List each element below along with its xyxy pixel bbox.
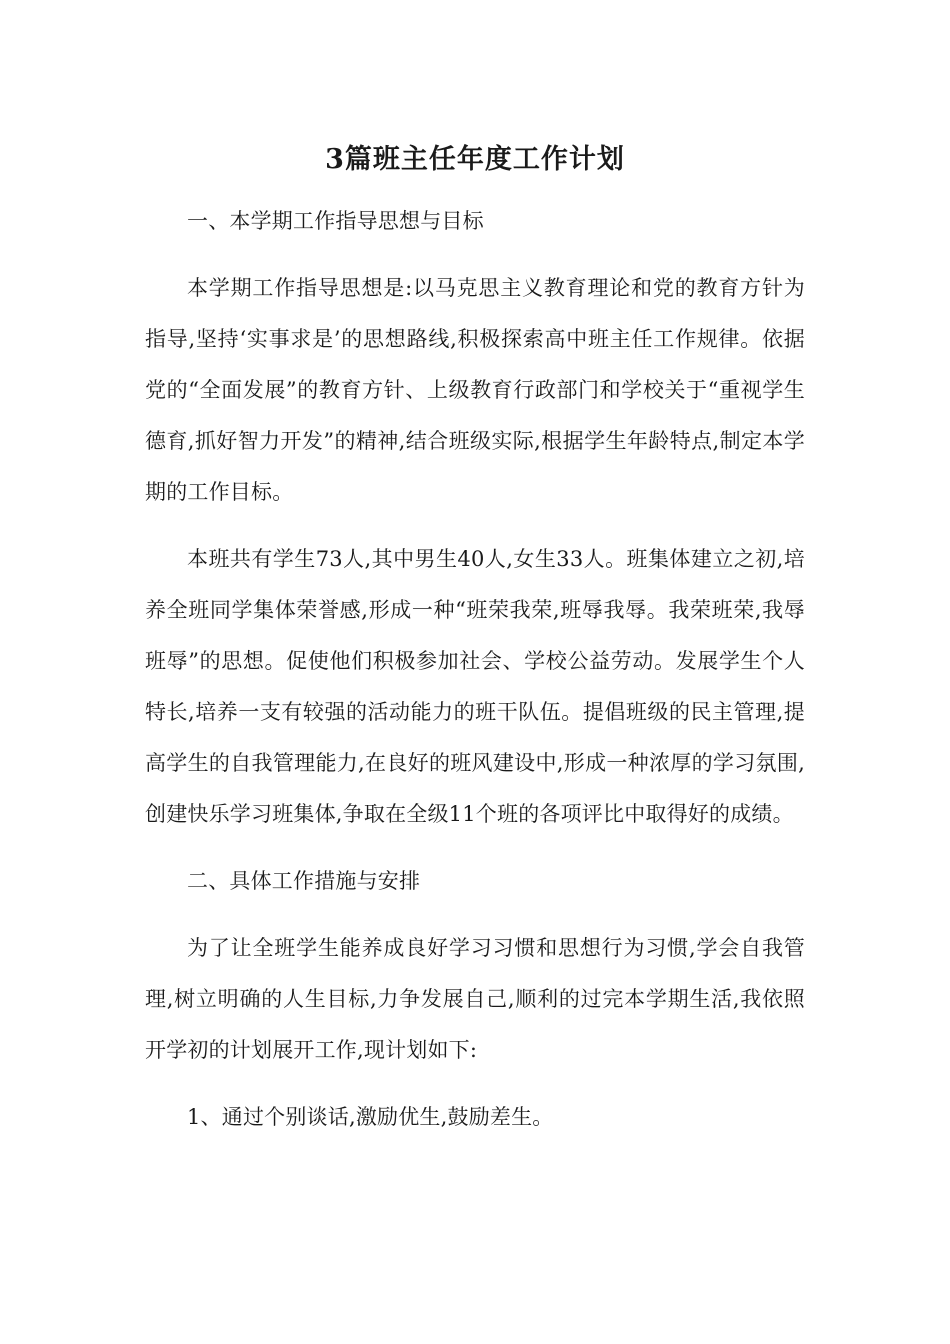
paragraph-guiding-thought: 本学期工作指导思想是:以马克思主义教育理论和党的教育方针为指导,坚持‘实事求是’的思想路线,积极探索高中班主任工作规律。依据党的“全面发展”的教育方针、上级教育行政部门和学校关于“重视学生德育,抓好智力开发”的精神,结合班级实际,根据学生年龄特点,制定本学期的工作目标。 [145, 276, 805, 504]
paragraph-class-goals: 本班共有学生73人,其中男生40人,女生33人。班集体建立之初,培养全班同学集体荣誉感,形成一种“班荣我荣,班辱我辱。我荣班荣,我辱班辱”的思想。促使他们积极参加社会、学校公益劳动。发展学生个人特长,培养一支有较强的活动能力的班干队伍。提倡班级的民主管理,提高学生的自我管理能力,在良好的班风建设中,形成一种浓厚的学习氛围,创建快乐学习班集体,争取在全级11个班的各项评比中取得好的成绩。 [145, 547, 805, 826]
document-title: 3篇班主任年度工作计划 [325, 144, 625, 175]
document-body [145, 196, 805, 1159]
paragraph-measure-item-1: 1、通过个别谈话,激励优生,鼓励差生。 [187, 1105, 554, 1129]
section-heading-measures: 二、具体工作措施与安排 [187, 869, 421, 893]
section-heading-guiding-thought: 一、本学期工作指导思想与目标 [187, 209, 484, 233]
paragraph-measures-intro: 为了让全班学生能养成良好学习习惯和思想行为习惯,学会自我管理,树立明确的人生目标,力争发展自己,顺利的过完本学期生活,我依照开学初的计划展开工作,现计划如下: [145, 936, 805, 1062]
